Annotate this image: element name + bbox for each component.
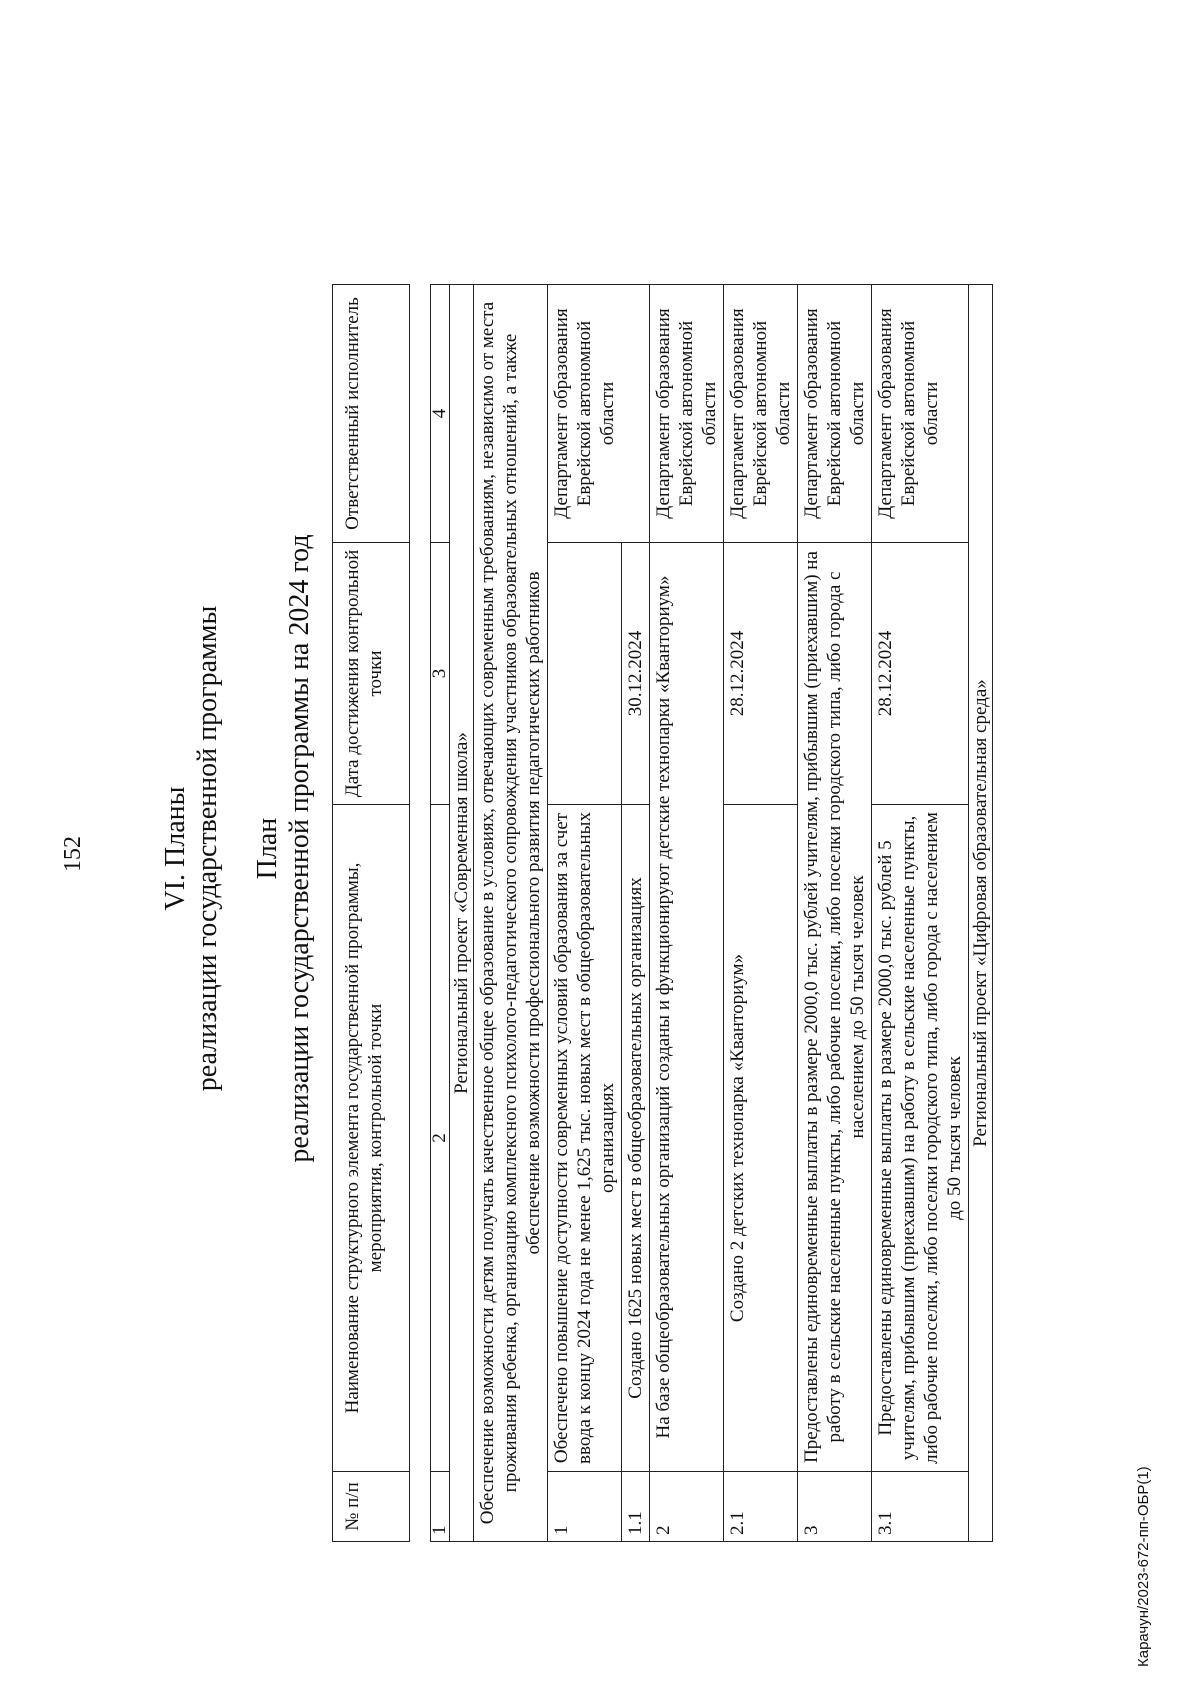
section-subtitle: реализации государственной программы [192, 605, 223, 1092]
row-num: 1.1 [622, 1472, 650, 1542]
row-date: 28.12.2024 [872, 543, 969, 805]
row-name: Обеспечено повышение доступности современных условий образования за счет ввода к концу 2024 года не менее 1,625 тыс. новых мест в общеобразовательных организациях [548, 805, 622, 1472]
plan-subtitle: реализации государственной программы на 2024 год [284, 534, 315, 1163]
column-header-num: № п/п [333, 1472, 410, 1542]
column-header-date: Дата достижения контрольной точки [333, 543, 410, 805]
row-num: 3.1 [872, 1472, 969, 1542]
project-goal: Обеспечение возможности детям получать качественное общее образование в условиях, отвечающих современным требованиям, независимо от места проживания ребенка, организацию комплексного психолого-педагогического сопровождения участников образовательных отношений, а также обеспечение возможности профессионального развития педагогических работников [474, 285, 548, 1542]
table-row [548, 285, 622, 1542]
row-executor: Департамент образования Еврейской автономной области [650, 285, 724, 543]
section-title: VI. Планы [160, 786, 191, 911]
project-title-row [969, 285, 993, 1542]
table-row [650, 285, 724, 1542]
project-title-row [450, 285, 474, 1542]
column-number: 3 [431, 543, 450, 805]
row-name: Создано 1625 новых мест в общеобразовательных организациях [622, 805, 650, 1472]
row-name: Предоставлены единовременные выплаты в размере 2000,0 тыс. рублей учителям, прибывшим (приехавшим) на работу в сельские населенные пункты, либо рабочие поселки, либо поселки городского типа, либо города с населением до 50 тысяч человек [798, 543, 872, 1472]
row-num: 1 [548, 1472, 622, 1542]
column-number: 1 [431, 1472, 450, 1542]
row-executor: Департамент образования Еврейской автономной области [548, 285, 650, 543]
page-number: 152 [60, 836, 86, 872]
row-name: Предоставлены единовременные выплаты в размере 2000,0 тыс. рублей 5 учителям, прибывшим (приехавшим) на работу в сельские населенные пункты, либо рабочие поселки, либо поселки городского типа, либо города с населением до 50 тысяч человек [872, 805, 969, 1472]
row-executor: Департамент образования Еврейской автономной области [872, 285, 969, 543]
table-header [332, 284, 410, 1542]
column-header-name: Наименование структурного элемента государственной программы, мероприятия, контрольной точки [333, 805, 410, 1472]
row-executor: Департамент образования Еврейской автономной области [724, 285, 798, 543]
row-date [548, 543, 622, 805]
plan-title: План [252, 817, 283, 880]
column-header-executor: Ответственный исполнитель [333, 285, 410, 543]
row-executor: Департамент образования Еврейской автономной области [798, 285, 872, 543]
table-row [798, 285, 872, 1542]
row-name: На базе общеобразовательных организаций созданы и функционируют детские технопарки «Кванториум» [650, 543, 724, 1472]
row-num: 2.1 [724, 1472, 798, 1542]
plan-table [430, 284, 993, 1542]
column-number: 2 [431, 805, 450, 1472]
project-goal-row [474, 285, 548, 1542]
column-number-row [431, 285, 450, 1542]
row-num: 3 [798, 1472, 872, 1542]
footer-stamp: Карачун/2023-672-пп-ОБР(1) [1135, 1466, 1152, 1667]
table-row [724, 285, 798, 1542]
column-number: 4 [431, 285, 450, 543]
row-date: 28.12.2024 [724, 543, 798, 805]
project-title: Региональный проект «Цифровая образовательная среда» [969, 285, 993, 1542]
project-title: Региональный проект «Современная школа» [450, 285, 474, 1542]
row-name: Создано 2 детских технопарка «Кванториум» [724, 805, 798, 1472]
table-row [872, 285, 969, 1542]
row-date: 30.12.2024 [622, 543, 650, 805]
row-num: 2 [650, 1472, 724, 1542]
